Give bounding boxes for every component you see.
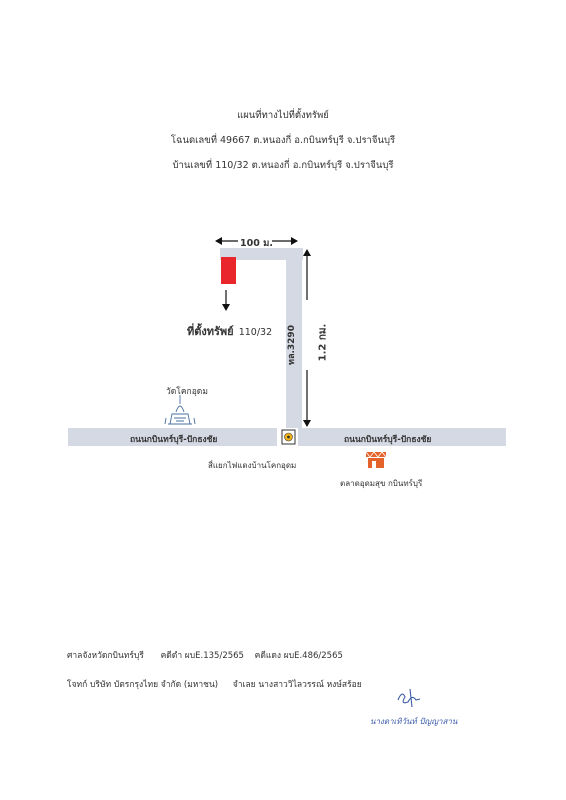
road-right-label: ถนนกบินทร์บุรี-ปักธงชัย [344, 435, 432, 445]
black-case-number: คดีดำ ผบE.135/2565 [160, 651, 244, 661]
court-line [67, 648, 343, 662]
property-label-bold: ที่ตั้งทรัพย์ [187, 325, 234, 338]
market-label: ตลาดอุดมสุข กบินทร์บุรี [340, 479, 423, 488]
intersection-label: สี่แยกไฟแดงบ้านโคกอุดม [208, 461, 297, 470]
court-name: ศาลจังหวัดกบินทร์บุรี [67, 651, 144, 661]
side-road-label: ทล.3290 [286, 325, 297, 365]
property-label [187, 320, 272, 340]
property-marker [221, 257, 236, 284]
distance-top-label: 100 ม. [240, 238, 274, 249]
page-title: แผนที่ทางไปที่ตั้งทรัพย์ [237, 110, 329, 121]
deed-line: โฉนดเลขที่ 49667 ต.หนองกี่ อ.กบินทร์บุรี จ.ปราจีนบุรี [170, 135, 396, 146]
red-case-number: คดีแดง ผบE.486/2565 [254, 651, 343, 661]
defendant: จำเลย นางสาววิไลวรรณ์ หงษ์สร้อย [232, 680, 362, 690]
signature [398, 689, 420, 707]
plaintiff: โจทก์ บริษัท บัตรกรุงไทย จำกัด (มหาชน) [67, 680, 219, 690]
signature-name: นางดาเทิวันท์ ปัญญาสาน [370, 717, 458, 726]
house-line: บ้านเลขที่ 110/32 ต.หนองกี่ อ.กบินทร์บุรี จ.ปราจีนบุรี [172, 160, 394, 171]
temple-label: วัดโคกอุดม [166, 387, 208, 397]
distance-side-label: 1.2 กม. [317, 323, 329, 362]
market-icon [366, 452, 386, 468]
parties-line [67, 677, 362, 691]
temple-icon [165, 395, 195, 424]
property-label-number: 110/32 [238, 327, 273, 338]
road-left-label: ถนนกบินทร์บุรี-ปักธงชัย [130, 435, 218, 445]
traffic-light-icon [282, 430, 295, 444]
